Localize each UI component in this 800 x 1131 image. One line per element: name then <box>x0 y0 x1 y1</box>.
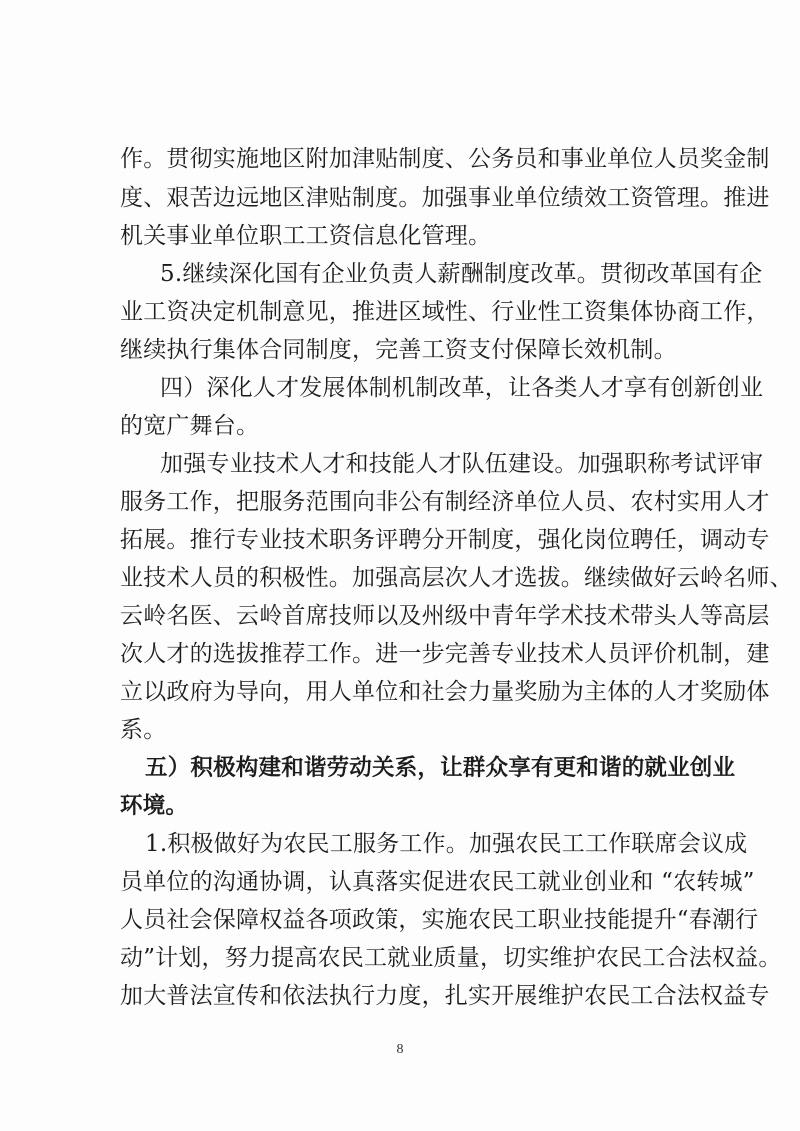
text-line: 服务工作，把服务范围向非公有制经济单位人员、农村实用人才 <box>120 489 770 515</box>
section-heading-line: 的宽广舞台。 <box>120 413 260 439</box>
section-heading-line: 五）积极构建和谐劳动关系，让群众享有更和谐的就业创业 <box>145 755 736 781</box>
text-line: 加强专业技术人才和技能人才队伍建设。加强职称考试评审 <box>160 451 764 477</box>
section-heading-line: 四）深化人才发展体制机制改革，让各类人才享有创新创业 <box>160 375 764 401</box>
text-line: 继续执行集体合同制度，完善工资支付保障长效机制。 <box>120 337 677 363</box>
text-line: 云岭名医、云岭首席技师以及州级中青年学术技术带头人等高层 <box>120 603 770 629</box>
text-line: 度、艰苦边远地区津贴制度。加强事业单位绩效工资管理。推进 <box>120 185 770 211</box>
text-line: 系。 <box>120 717 167 743</box>
text-line: 作。贯彻实施地区附加津贴制度、公务员和事业单位人员奖金制 <box>120 146 770 172</box>
text-line: 次人才的选拔推荐工作。进一步完善专业技术人员评价机制，建 <box>120 641 770 667</box>
text-line: 动”计划，努力提高农民工就业质量，切实维护农民工合法权益。 <box>120 945 782 971</box>
text-line: 人员社会保障权益各项政策，实施农民工职业技能提升“春潮行 <box>120 907 759 933</box>
text-line: 业工资决定机制意见，推进区域性、行业性工资集体协商工作， <box>120 299 770 325</box>
page-number: 8 <box>396 1042 404 1057</box>
text-line: 员单位的沟通协调，认真落实促进农民工就业创业和 “农转城” <box>120 869 755 895</box>
text-line: 拓展。推行专业技术职务评聘分开制度，强化岗位聘任，调动专 <box>120 527 770 553</box>
text-line: 立以政府为导向，用人单位和社会力量奖励为主体的人才奖励体 <box>120 679 770 705</box>
text-line: 业技术人员的积极性。加强高层次人才选拔。继续做好云岭名师、 <box>120 565 793 591</box>
text-line: 机关事业单位职工工资信息化管理。 <box>120 223 492 249</box>
text-line: 1.积极做好为农民工服务工作。加强农民工工作联席会议成 <box>145 831 748 857</box>
text-line: 5.继续深化国有企业负责人薪酬制度改革。贯彻改革国有企 <box>160 261 763 287</box>
section-heading-line: 环境。 <box>120 793 189 819</box>
text-line: 加大普法宣传和依法执行力度，扎实开展维护农民工合法权益专 <box>120 983 770 1009</box>
